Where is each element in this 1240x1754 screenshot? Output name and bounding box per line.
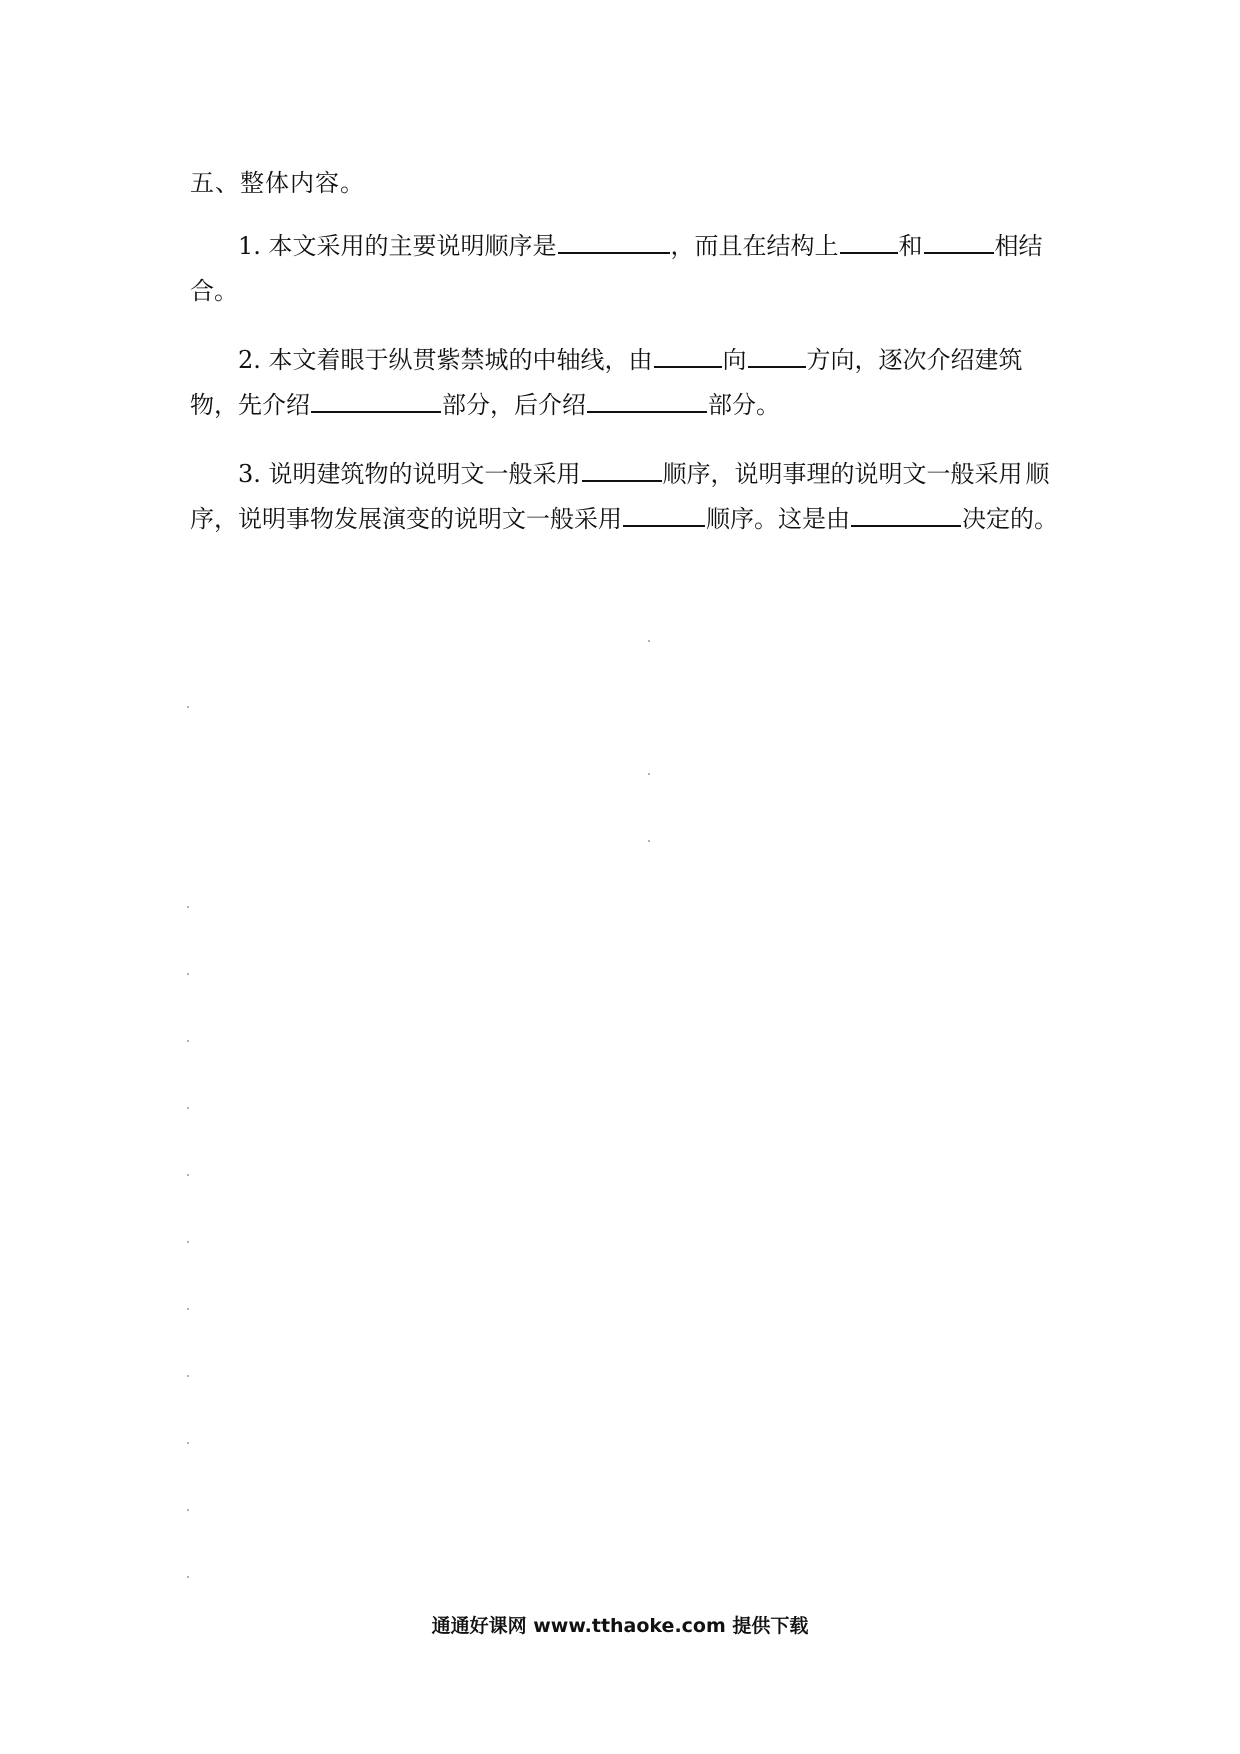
scan-speck <box>187 1442 189 1444</box>
footer-credit: 通通好课网 www.tthaoke.com 提供下载 <box>431 1615 809 1637</box>
section-title: 五、整体内容。 <box>190 169 365 197</box>
scan-speck <box>187 1576 189 1578</box>
q2-text-4: 部分，后介绍 <box>442 391 586 419</box>
question-2 <box>190 338 1058 428</box>
q3-blank-2-marker <box>1024 460 1025 482</box>
q3-text-4: 顺序。这是由 <box>706 505 850 533</box>
q3-blank-1[interactable] <box>582 458 662 482</box>
q2-blank-3[interactable] <box>311 389 441 413</box>
q2-text-2: 向 <box>722 346 747 374</box>
q1-text-3: 和 <box>898 232 923 260</box>
scan-speck <box>187 706 189 708</box>
q1-blank-2[interactable] <box>840 230 898 254</box>
q2-blank-1[interactable] <box>654 344 722 368</box>
question-3 <box>190 452 1058 542</box>
scan-speck <box>648 640 650 642</box>
q1-text-1: 1. 本文采用的主要说明顺序是 <box>238 232 557 260</box>
q1-text-4: 相结合。 <box>190 232 1043 305</box>
scan-speck <box>648 773 650 775</box>
q3-text-1: 3. 说明建筑物的说明文一般采用 <box>238 460 581 488</box>
scan-speck <box>187 1509 189 1511</box>
scan-speck <box>648 840 650 842</box>
q3-text-2: 顺序，说明事理的说明文一般采用 <box>662 460 1023 488</box>
scan-speck <box>187 973 189 975</box>
q2-text-1: 2. 本文着眼于纵贯紫禁城的中轴线，由 <box>238 346 653 374</box>
q2-text-5: 部分。 <box>708 391 780 419</box>
scan-speck <box>187 906 189 908</box>
q1-text-2: ，而且在结构上 <box>670 232 839 260</box>
scan-speck <box>187 1241 189 1243</box>
q3-text-3: 顺序，说明事物发展演变的说明文一般采用 <box>190 460 1050 533</box>
q2-blank-4[interactable] <box>587 389 707 413</box>
scan-speck <box>187 1308 189 1310</box>
scan-speck <box>187 1375 189 1377</box>
scan-speck <box>187 1107 189 1109</box>
scan-speck <box>187 1040 189 1042</box>
q3-blank-2[interactable] <box>623 503 705 527</box>
q3-text-5: 决定的。 <box>962 505 1058 533</box>
q2-text-3: 方向，逐次介绍建筑物，先介绍 <box>190 346 1023 419</box>
scan-speck <box>187 1174 189 1176</box>
q1-blank-1[interactable] <box>558 230 670 254</box>
q2-blank-2[interactable] <box>748 344 806 368</box>
question-1 <box>190 224 1058 314</box>
q3-blank-3[interactable] <box>851 503 961 527</box>
q1-blank-3[interactable] <box>924 230 994 254</box>
